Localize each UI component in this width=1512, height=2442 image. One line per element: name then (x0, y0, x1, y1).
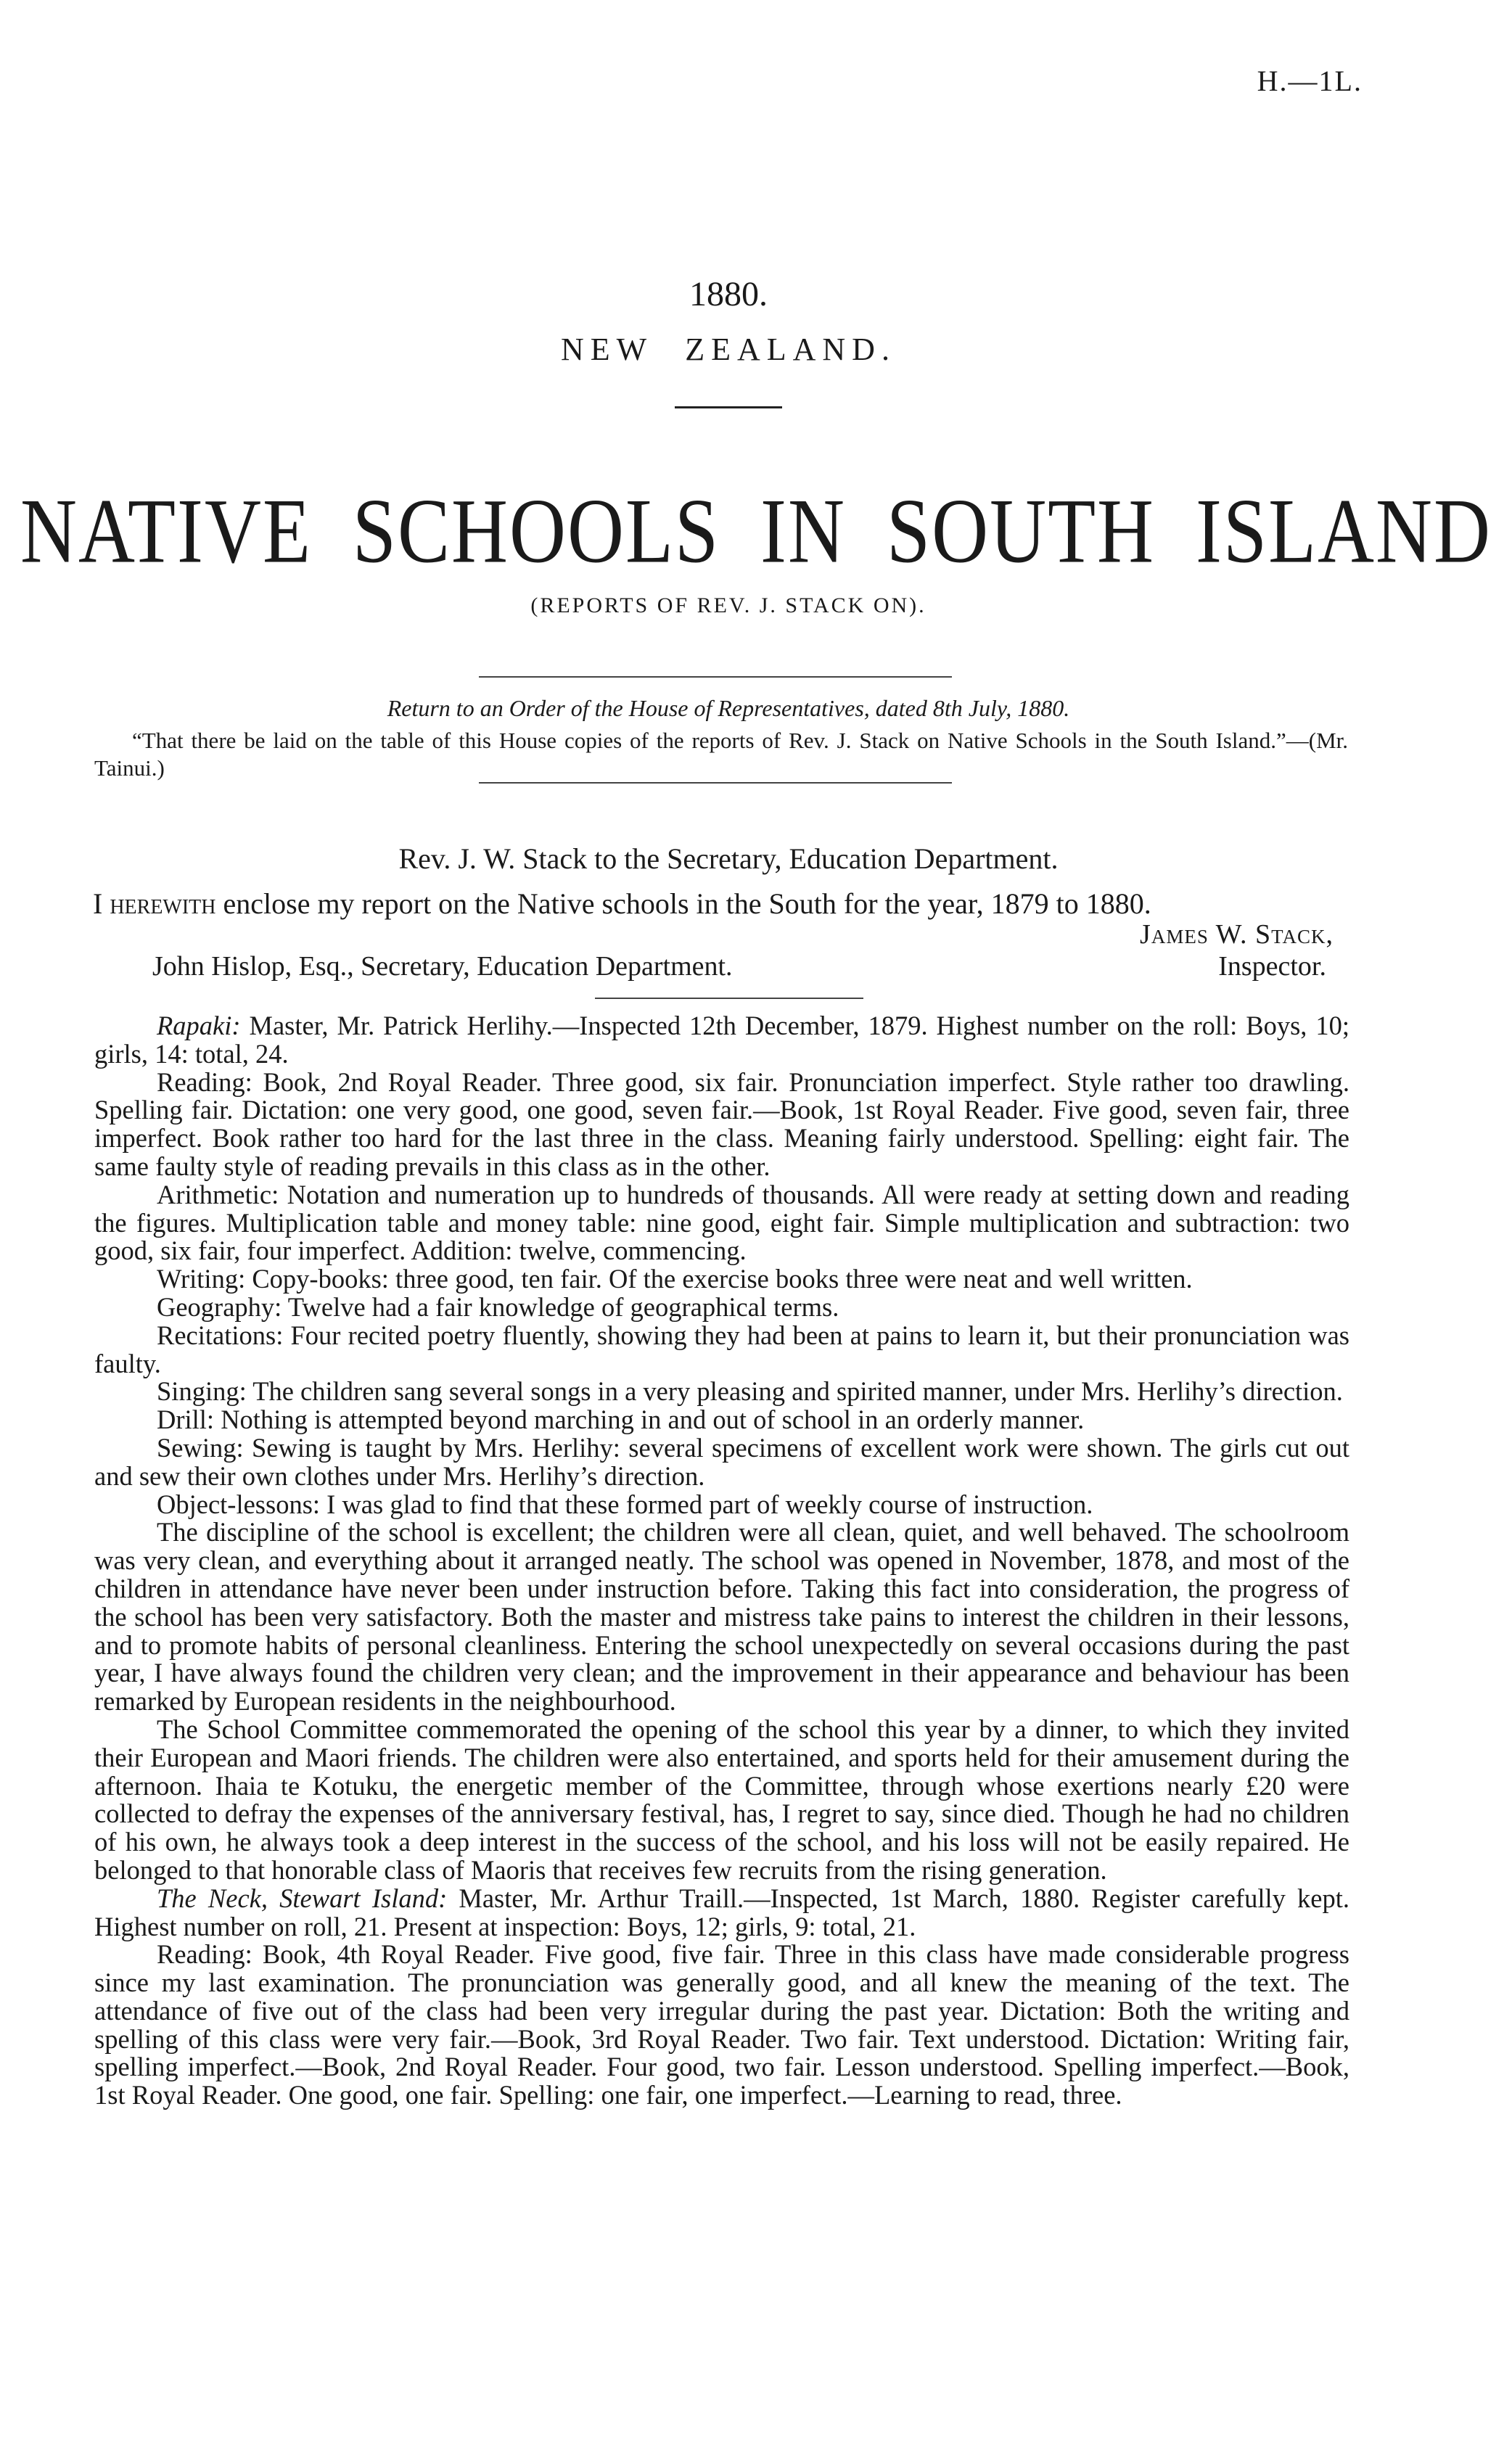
report-paragraph: Geography: Twelve had a fair knowledge of geographical terms. (157, 1291, 839, 1322)
title-word: SCHOOLS (352, 480, 720, 583)
document-year: 1880. (689, 275, 768, 313)
page-title (0, 479, 1492, 585)
country-word: ZEALAND. (685, 332, 896, 367)
divider-rule (479, 782, 952, 784)
divider-rule (479, 676, 952, 678)
title-word: SOUTH (887, 480, 1156, 583)
title-word: IN (760, 480, 847, 583)
report-paragraph: Reading: Book, 2nd Royal Reader. Three good, six fair. Pronunciation imperfect. Style rather too drawling. Spelling fair. Dictation: one very good, one good, seven fair.—Book, 1st Royal Reader. Five good, seven fair, three imperfect. Book rather too hard for the last three in the class. Meaning fairly understood. Spelling: eight fair. The same faulty style of reading prevails in this class as in the other. (94, 1066, 1349, 1181)
letter-body (93, 887, 1151, 921)
report-paragraph: Writing: Copy-books: three good, ten fair. Of the exercise books three were neat and well written. (157, 1264, 1193, 1294)
divider-rule (595, 998, 863, 999)
school-name: The Neck, Stewart Island: (157, 1883, 448, 1913)
addressee: John Hislop, Esq., Secretary, Education Department. (152, 951, 733, 982)
report-paragraph: The discipline of the school is excellent; the children were all clean, quiet, and well behaved. The schoolroom was very clean, and everything about it arranged neatly. The school was opened in November, 1878, and most of the children in attendance have never been under instruction before. Taking this fact into consideration, the progress of the school has been very satisfactory. Both the master and mistress take pains to interest the children in their lessons, and to promote habits of personal cleanliness. Entering the school unexpectedly on several occasions during the past year, I have always found the children very clean; and the improvement in their appearance and behaviour has been remarked by European residents in the neighbourhood. (94, 1517, 1349, 1717)
title-word: ISLAND (1196, 480, 1492, 583)
letter-lead-words: I herewith (93, 887, 216, 920)
report-paragraph: Recitations: Four recited poetry fluently, showing they had been at pains to learn it, but their pronunciation was faulty. (94, 1320, 1349, 1378)
page-subtitle: (REPORTS OF REV. J. STACK ON). (530, 593, 926, 617)
report-paragraph: Sewing: Sewing is taught by Mrs. Herlihy: several specimens of excellent work were shown. The girls cut out and sew their own clothes under Mrs. Herlihy’s direction. (94, 1432, 1349, 1491)
signature: James W. Stack, (1140, 919, 1334, 950)
letter-heading: Rev. J. W. Stack to the Secretary, Education Department. (398, 842, 1059, 875)
document-reference: H.—1L. (1257, 65, 1363, 97)
return-order-quote: “That there be laid on the table of this House copies of the reports of Rev. J. Stack on Native Schools in the South Island.”—(Mr. Tainui.) (94, 728, 1348, 781)
divider-rule (675, 406, 782, 408)
report-paragraph: Arithmetic: Notation and numeration up to hundreds of thousands. All were ready at setting down and reading the figures. Multiplication table and money table: nine good, eight fair. Simple multiplication and subtraction: two good, six fair, four imperfect. Addition: twelve, commencing. (94, 1179, 1349, 1266)
report-paragraph: The Neck, Stewart Island: Master, Mr. Arthur Traill.—Inspected, 1st March, 1880. Register carefully kept. Highest number on roll, 21. Present at inspection: Boys, 12; girls, 9: total, 21. (94, 1883, 1349, 1941)
report-paragraph: Reading: Book, 4th Royal Reader. Five good, five fair. Three in this class have made considerable progress since my last examination. The pronunciation was generally good, and all knew the meaning of the text. The attendance of five out of the class had been very irregular during the past year. Dictation: Both the writing and spelling of this class were very fair.—Book, 3rd Royal Reader. Two fair. Text understood. Dictation: Writing fair, spelling imperfect.—Book, 2nd Royal Reader. Four good, two fair. Lesson understood. Spelling imperfect.—Book, 1st Royal Reader. One good, one fair. Spelling: one fair, one imperfect.—Learning to read, three. (94, 1939, 1349, 2110)
country-word: NEW (561, 332, 654, 367)
report-paragraph: Rapaki: Master, Mr. Patrick Herlihy.—Inspected 12th December, 1879. Highest number on the roll: Boys, 10; girls, 14: total, 24. (94, 1011, 1349, 1069)
report-paragraph: Object-lessons: I was glad to find that these formed part of weekly course of instruction. (157, 1489, 1093, 1519)
report-body (94, 1012, 1349, 2110)
report-paragraph: The School Committee commemorated the opening of the school this year by a dinner, to which they invited their European and Maori friends. The children were also entertained, and sports held for their amusement during the afternoon. Ihaia te Kotuku, the energetic member of the Committee, through whose exertions nearly £20 were collected to defray the expenses of the anniversary festival, has, I regret to say, since died. Though he had no children of his own, he always took a deep interest in the success of the school, and his loss will not be easily repaired. He belonged to that honorable class of Maoris that receives few recruits from the rising generation. (94, 1714, 1349, 1885)
letter-text: enclose my report on the Native schools in the South for the year, 1879 to 1880. (215, 887, 1151, 920)
return-order-line: Return to an Order of the House of Representatives, dated 8th July, 1880. (387, 695, 1070, 721)
report-paragraph: Drill: Nothing is attempted beyond marching in and out of school in an orderly manner. (157, 1405, 1085, 1435)
country-heading (0, 331, 1457, 368)
signer-title: Inspector. (1218, 951, 1326, 982)
title-word: NATIVE (20, 480, 312, 583)
report-paragraph: Singing: The children sang several songs in a very pleasing and spirited manner, under Mrs. Herlihy’s direction. (157, 1376, 1343, 1407)
school-name: Rapaki: (157, 1011, 241, 1040)
